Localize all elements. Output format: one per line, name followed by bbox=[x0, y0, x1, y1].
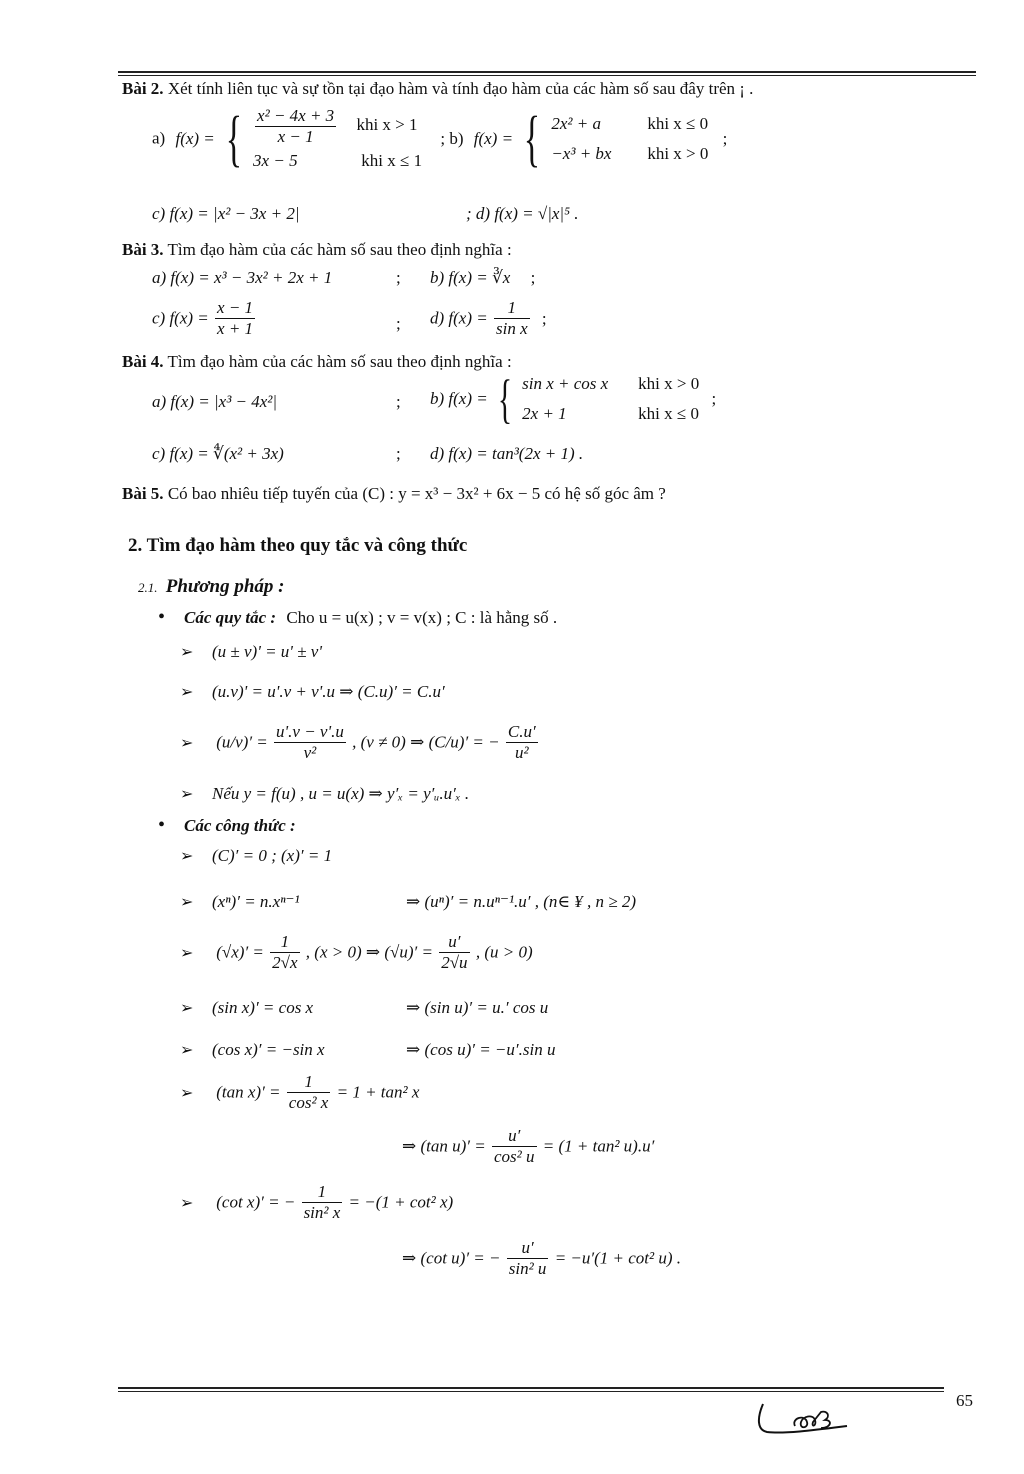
exercise-3-sep-c: ; bbox=[396, 314, 401, 333]
exercise-4-sep-c: ; bbox=[396, 444, 401, 463]
rule-chain: ➢ Nếu y = f(u) , u = u(x) ⇒ y′ₓ = y′ᵤ.u′ₓ . bbox=[180, 784, 470, 803]
formula-power-left: ➢ (xⁿ)′ = n.xⁿ⁻¹ bbox=[180, 892, 300, 911]
formula-sin-right: ⇒ (sin u)′ = u.′ cos u bbox=[406, 998, 549, 1017]
formula-power-right: ⇒ (uⁿ)′ = n.uⁿ⁻¹.u′ , (n∈ ¥ , n ≥ 2) bbox=[406, 892, 636, 911]
header-rule-thin bbox=[118, 75, 976, 76]
rule-product: ➢ (u.v)' = u'.v + v'.u ⇒ (C.u)′ = C.u′ bbox=[180, 682, 445, 701]
formula-sqrt: ➢ (√x)′ = $\frac{1}{2√x}$ , (x > 0) ⇒ (√u)′ = $\frac{u'}{2√u}$ , (u > 0) bbox=[180, 932, 533, 972]
formula-sin-left: ➢ (sin x)′ = cos x bbox=[180, 998, 314, 1017]
section-2-title: 2. Tìm đạo hàm theo quy tắc và công thức bbox=[128, 535, 468, 556]
exercise-4-part-a: a) f(x) = |x³ − 4x²| bbox=[152, 392, 278, 411]
formula-cot: ➢ (cot x)′ = − $\frac{1}{\text{sin² x}}$ = −(1 + cot² x) bbox=[180, 1182, 454, 1222]
page-number: 65 bbox=[956, 1391, 973, 1410]
rules-heading: • Các quy tắc : Cho u = u(x) ; v = v(x) ; C : là hằng số . bbox=[158, 606, 558, 628]
formula-cot-u: ⇒ (cot u)′ = − $\frac{u'}{\text{sin² u}}$ = −u′(1 + cot² u) . bbox=[402, 1238, 682, 1278]
signature-logo bbox=[755, 1398, 855, 1438]
exercise-3-part-c: c) f(x) = $\frac{x - 1}{x + 1}$ bbox=[152, 298, 254, 338]
exercise-4-heading: Bài 4. Tìm đạo hàm của các hàm số sau theo định nghĩa : bbox=[122, 352, 512, 371]
header-rule bbox=[118, 71, 976, 73]
formula-cos-left: ➢ (cos x)′ = −sin x bbox=[180, 1040, 325, 1059]
exercise-3-heading: Bài 3. Tìm đạo hàm của các hàm số sau theo định nghĩa : bbox=[122, 240, 512, 259]
formulas-heading: • Các công thức : bbox=[158, 814, 296, 836]
rule-quotient: ➢ (u/v)′ = $\frac{u'.v - v'.u}{\text{v²}}$ , (v ≠ 0) ⇒ (C/u)′ = − $\frac{C.u'}{\text{u²}}$ bbox=[180, 722, 536, 762]
exercise-3-part-a: a) f(x) = x³ − 3x² + 2x + 1 bbox=[152, 268, 333, 287]
exercise-4-part-d: d) f(x) = tan³(2x + 1) . bbox=[430, 444, 584, 463]
exercise-4-sep-a: ; bbox=[396, 392, 401, 411]
exercise-3-sep-a: ; bbox=[396, 268, 401, 287]
exercise-2-part-d: ; d) f(x) = √|x|⁵ . bbox=[466, 204, 579, 223]
exercise-4-part-b: b) f(x) = { sin x + cos x khi x > 0 2x + 1 khi x ≤ 0 ; bbox=[430, 369, 717, 429]
formula-tan-u: ⇒ (tan u)′ = $\frac{u'}{\text{cos² u}}$ = (1 + tan² u).u′ bbox=[402, 1126, 655, 1166]
exercise-2-heading: Bài 2. Xét tính liên tục và sự tồn tại đạo hàm và tính đạo hàm của các hàm số sau đây trên ¡ . bbox=[122, 79, 754, 98]
exercise-4-part-c: c) f(x) = ∜(x² + 3x) bbox=[152, 444, 284, 463]
formula-constant: ➢ (C)′ = 0 ; (x)′ = 1 bbox=[180, 846, 333, 865]
subsection-2-1-title: 2.1. Phương pháp : bbox=[138, 576, 285, 597]
footer-rule-thin bbox=[118, 1391, 944, 1392]
exercise-2-parts-ab: a) f(x) = { $\frac{\text{x² − 4x + 3}}{x - 1}$ khi x > 1 3x − 5 khi x ≤ 1 ; b) f(x) = { 2x² + a khi x ≤ 0 −x³ + bx khi x > 0 ; bbox=[152, 104, 728, 173]
exercise-3-part-b: b) f(x) = ∛x ; bbox=[430, 268, 536, 287]
footer-rule bbox=[118, 1387, 944, 1389]
exercise-3-part-d: d) f(x) = $\frac{1}{\text{sin x}}$ ; bbox=[430, 298, 547, 338]
rule-sum: ➢ (u ± v)' = u' ± v' bbox=[180, 642, 322, 661]
exercise-2-part-c: c) f(x) = |x² − 3x + 2| bbox=[152, 204, 300, 223]
exercise-5: Bài 5. Có bao nhiêu tiếp tuyến của (C) : y = x³ − 3x² + 6x − 5 có hệ số góc âm ? bbox=[122, 484, 666, 503]
formula-tan: ➢ (tan x)′ = $\frac{1}{\text{cos² x}}$ = 1 + tan² x bbox=[180, 1072, 420, 1112]
formula-cos-right: ⇒ (cos u)′ = −u′.sin u bbox=[406, 1040, 556, 1059]
